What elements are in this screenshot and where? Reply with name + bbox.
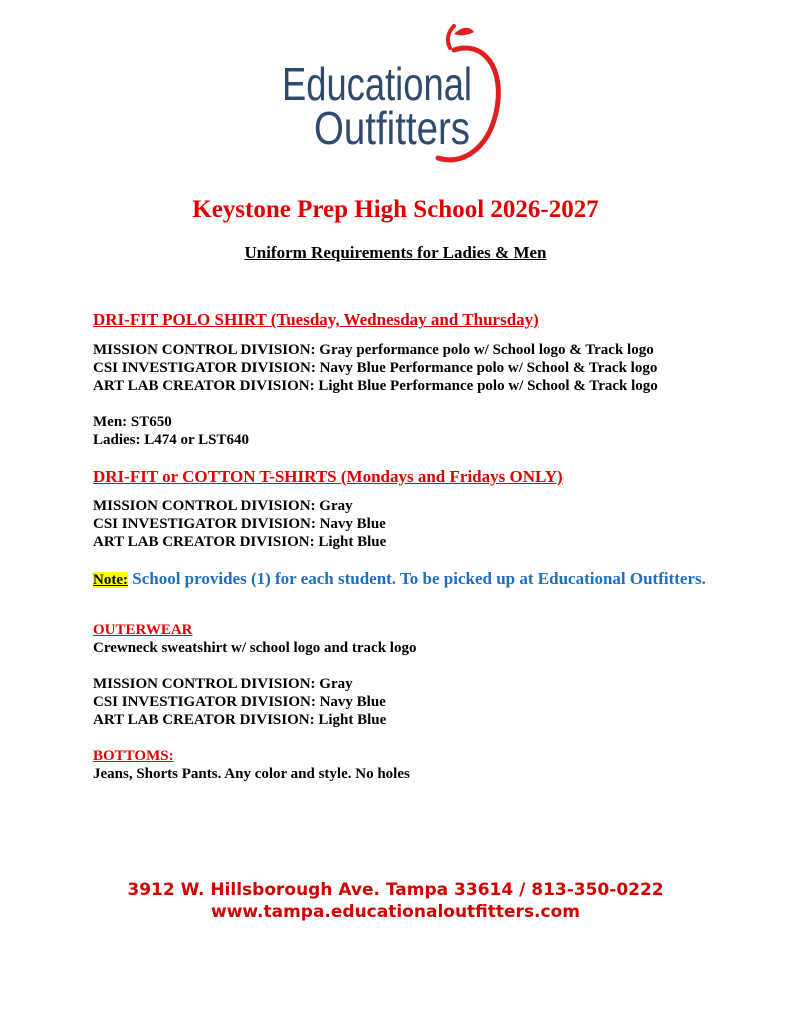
outerwear-heading: OUTERWEAR <box>93 622 193 638</box>
tshirt-line-csi: CSI INVESTIGATOR DIVISION: Navy Blue <box>93 516 386 532</box>
polo-ladies-size: Ladies: L474 or LST640 <box>93 432 249 448</box>
note-label: Note: <box>93 572 128 588</box>
polo-line-artlab: ART LAB CREATOR DIVISION: Light Blue Performance polo w/ School & Track logo <box>93 378 658 394</box>
logo-line-2: Outfitters <box>314 102 470 154</box>
polo-men-size: Men: ST650 <box>93 414 172 430</box>
note-paragraph <box>93 568 753 591</box>
outerwear-line-artlab: ART LAB CREATOR DIVISION: Light Blue <box>93 712 387 728</box>
outerwear-line-mission: MISSION CONTROL DIVISION: Gray <box>93 676 353 692</box>
document-subtitle: Uniform Requirements for Ladies & Men <box>244 243 547 262</box>
uniform-requirements <box>93 309 753 783</box>
bottoms-heading: BOTTOMS: <box>93 748 174 764</box>
polo-line-csi: CSI INVESTIGATOR DIVISION: Navy Blue Performance polo w/ School & Track logo <box>93 360 658 376</box>
polo-heading: DRI-FIT POLO SHIRT (Tuesday, Wednesday and Thursday) <box>93 310 539 329</box>
document-title: Keystone Prep High School 2026-2027 <box>192 196 599 223</box>
outerwear-description: Crewneck sweatshirt w/ school logo and track logo <box>93 640 417 656</box>
tshirt-line-mission: MISSION CONTROL DIVISION: Gray <box>93 498 353 514</box>
bottoms-description: Jeans, Shorts Pants. Any color and style. No holes <box>93 766 410 782</box>
outerwear-line-csi: CSI INVESTIGATOR DIVISION: Navy Blue <box>93 694 386 710</box>
footer-address: 3912 W. Hillsborough Ave. Tampa 33614 / 813-350-0222 <box>127 880 664 900</box>
footer-website[interactable]: www.tampa.educationaloutfitters.com <box>210 902 580 922</box>
note-text: School provides (1) for each student. To be picked up at Educational Outfitters. <box>132 569 706 588</box>
apple-logo-icon <box>278 18 503 168</box>
bottoms-section <box>93 747 753 783</box>
tshirt-line-artlab: ART LAB CREATOR DIVISION: Light Blue <box>93 534 387 550</box>
polo-line-mission: MISSION CONTROL DIVISION: Gray performance polo w/ School logo & Track logo <box>93 342 654 358</box>
logo-line-1: Educational <box>282 58 472 110</box>
contact-footer <box>0 879 791 923</box>
outerwear-section <box>93 621 753 729</box>
educational-outfitters-logo <box>278 18 503 168</box>
tshirt-heading: DRI-FIT or COTTON T-SHIRTS (Mondays and Fridays ONLY) <box>93 467 563 486</box>
tshirt-section <box>93 466 753 551</box>
polo-section <box>93 309 753 449</box>
